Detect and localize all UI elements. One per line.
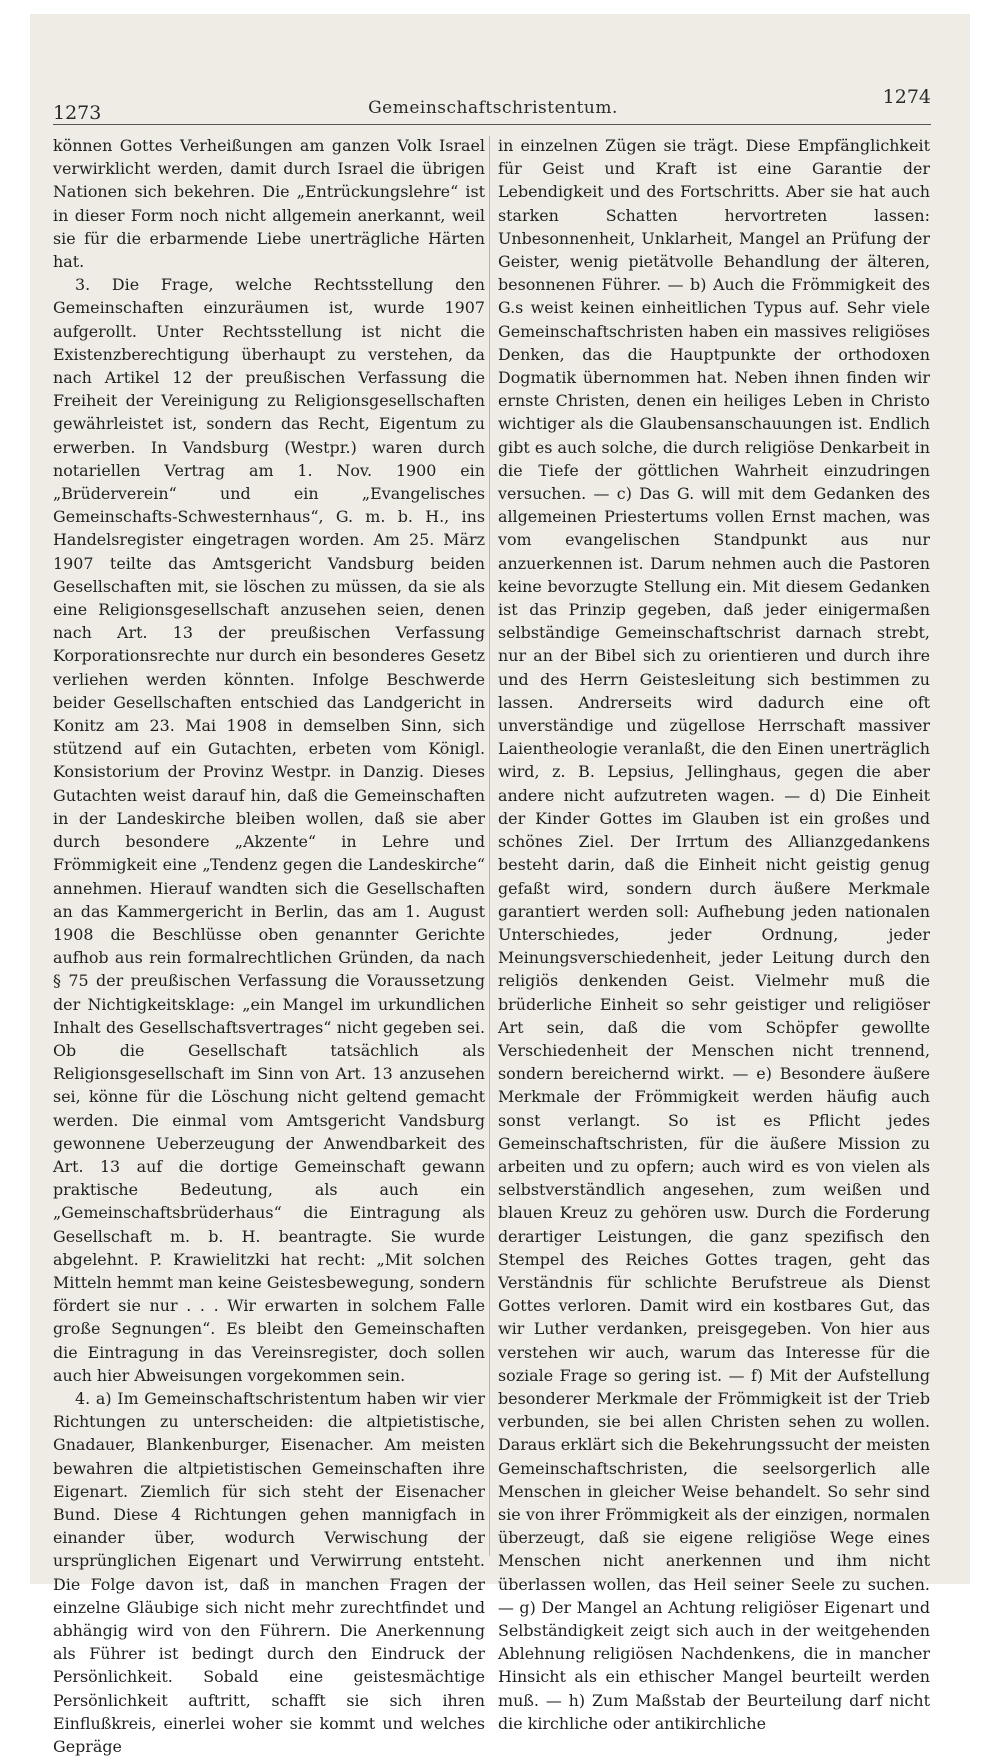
right-column: [498, 134, 930, 1735]
left-page-number: 1273: [53, 102, 102, 124]
paragraph: 4. a) Im Gemeinschaftschristentum haben wir vier Richtungen zu unterscheiden: die altpietistische, Gnadauer, Blankenburger, Eisenacher. Am meisten bewahren die altpietistischen Gemeinschaften ihre Eigenart. Ziemlich für sich steht der Eisenacher Bund. Diese 4 Richtungen gehen mannigfach in einander über, wodurch Verwischung der ursprünglichen Eigenart und Verwirrung entsteht. Die Folge davon ist, daß in manchen Fragen der einzelne Gläubige sich nicht mehr zurechtfindet und abhängig wird von den Führern. Die Anerkennung als Führer ist bedingt durch den Eindruck der Persönlichkeit. Sobald eine geistesmächtige Persönlichkeit auftritt, schafft sie sich ihren Einflußkreis, einerlei woher sie kommt und welches Gepräge: [53, 1388, 485, 1757]
header-rule: [53, 124, 931, 125]
paragraph: 3. Die Frage, welche Rechtsstellung den Gemeinschaften einzuräumen ist, wurde 1907 aufgerollt. Unter Rechtsstellung ist nicht die Existenzberechtigung überhaupt zu verstehen, da nach Artikel 12 der preußischen Verfassung die Freiheit der Vereinigung zu Religionsgesellschaften gewährleistet ist, sondern das Recht, Eigentum zu erwerben. In Vandsburg (Westpr.) waren durch notariellen Vertrag am 1. Nov. 1900 ein „Brüderverein“ und ein „Evangelisches Gemeinschafts-Schwesternhaus“, G. m. b. H., ins Handelsregister eingetragen worden. Am 25. März 1907 teilte das Amtsgericht Vandsburg beiden Gesellschaften mit, sie löschen zu müssen, da sie als eine Religionsgesellschaft anzusehen seien, denen nach Art. 13 der preußischen Verfassung Korporationsrechte nur durch ein besonderes Gesetz verliehen werden könnten. Infolge Beschwerde beider Gesellschaften entschied das Landgericht in Konitz am 23. Mai 1908 in demselben Sinn, sich stützend auf ein Gutachten, erbeten vom Königl. Konsistorium der Provinz Westpr. in Danzig. Dieses Gutachten weist darauf hin, daß die Gemeinschaften in der Landeskirche bleiben wollen, daß sie aber durch besondere „Akzente“ in Lehre und Frömmigkeit eine „Tendenz gegen die Landeskirche“ annehmen. Hierauf wandten sich die Gesellschaften an das Kammergericht in Berlin, das am 1. August 1908 die Beschlüsse oben genannter Gerichte aufhob aus rein formalrechtlichen Gründen, da nach § 75 der preußischen Verfassung die Voraussetzung der Nichtigkeitsklage: „ein Mangel im urkundlichen Inhalt des Gesellschaftsvertrages“ nicht gegeben sei. Ob die Gesellschaft tatsächlich als Religionsgesellschaft im Sinn von Art. 13 anzusehen sei, könne für die Löschung nicht geltend gemacht werden. Die einmal vom Amtsgericht Vandsburg gewonnene Ueberzeugung der Anwendbarkeit des Art. 13 auf die dortige Gemeinschaft gewann praktische Bedeutung, als auch ein „Gemeinschaftsbrüderhaus“ die Eintragung als Gesellschaft m. b. H. beantragte. Sie wurde abgelehnt. P. Krawielitzki hat recht: „Mit solchen Mitteln hemmt man keine Geistesbewegung, sondern fördert sie nur . . . Wir erwarten in solchem Falle große Segnungen“. Es bleibt den Gemeinschaften die Eintragung in das Vereinsregister, doch sollen auch hier Abweisungen vorgekommen sein.: [53, 275, 485, 1385]
column-divider: [489, 136, 490, 1556]
right-page-number: 1274: [882, 86, 931, 108]
scanned-page: [30, 14, 970, 1757]
page-header: [53, 82, 931, 122]
running-title: Gemeinschaftschristentum.: [368, 98, 618, 118]
paragraph: in einzelnen Zügen sie trägt. Diese Empfänglichkeit für Geist und Kraft ist eine Garantie der Lebendigkeit und des Fortschritts. Aber sie hat auch starken Schatten hervortreten lassen: Unbesonnenheit, Unklarheit, Mangel an Prüfung der Geister, wenig pietätvolle Behandlung der älteren, besonnenen Führer. — b) Auch die Frömmigkeit des G.s weist keinen einheitlichen Typus auf. Sehr viele Gemeinschaftschristen haben ein massives religiöses Denken, das die Hauptpunkte der orthodoxen Dogmatik übernommen hat. Neben ihnen finden wir ernste Christen, denen ein heiliges Leben in Christo wichtiger als die Glaubensanschauungen ist. Endlich gibt es auch solche, die durch religiöse Denkarbeit in die Tiefe der göttlichen Wahrheit einzudringen versuchen. — c) Das G. will mit dem Gedanken des allgemeinen Priestertums vollen Ernst machen, was vom evangelischen Standpunkt aus nur anzuerkennen ist. Darum nehmen auch die Pastoren keine bevorzugte Stellung ein. Mit diesem Gedanken ist das Prinzip gegeben, daß jeder einigermaßen selbständige Gemeinschaftschrist darnach strebt, nur an der Bibel sich zu orientieren und durch ihre und des Herrn Geistesleitung sich bestimmen zu lassen. Andrerseits wird dadurch eine oft unverständige und zügellose Herrschaft massiver Laientheologie veranlaßt, die den Einen unerträglich wird, z. B. Lepsius, Jellinghaus, gegen die aber andere nicht aufzutreten wagen. — d) Die Einheit der Kinder Gottes im Glauben ist ein großes und schönes Ziel. Der Irrtum des Allianzgedankens besteht darin, daß die Einheit nicht geistig genug gefaßt wird, sondern durch äußere Merkmale garantiert werden soll: Aufhebung jeden nationalen Unterschiedes, jeder Ordnung, jeder Meinungsverschiedenheit, jeder Leitung durch den religiös denkenden Geist. Vielmehr muß die brüderliche Einheit so sehr geistiger und religiöser Art sein, daß die vom Schöpfer gewollte Verschiedenheit der Menschen nicht trennend, sondern bereichernd wirkt. — e) Besondere äußere Merkmale der Frömmigkeit werden häufig auch sonst verlangt. So ist es Pflicht jedes Gemeinschaftschristen, für die äußere Mission zu arbeiten und zu opfern; auch wird es von vielen als selbstverständlich angesehen, zum weißen und blauen Kreuz zu gehören usw. Durch die Forderung derartiger Leistungen, die ganz spezifisch den Stempel des Reiches Gottes tragen, geht das Verständnis für schlichte Berufstreue als Dienst Gottes verloren. Damit wird ein kostbares Gut, das wir Luther verdanken, preisgegeben. Von hier aus verstehen wir auch, warum das Interesse für die soziale Frage so gering ist. — f) Mit der Aufstellung besonderer Merkmale der Frömmigkeit ist der Trieb verbunden, sie bei allen Christen sehen zu wollen. Daraus erklärt sich die Bekehrungssucht der meisten Gemeinschaftschristen, die seelsorgerlich alle Menschen in gleicher Weise behandelt. So sehr sind sie von ihrer Frömmigkeit als der einzigen, normalen überzeugt, daß sie eigene religiöse Wege eines Menschen nicht anerkennen und ihm nicht überlassen wollen, das Heil seiner Seele zu suchen. — g) Der Mangel an Achtung religiöser Eigenart und Selbständigkeit zeigt sich auch in der weitgehenden Ablehnung religiösen Nachdenkens, die in mancher Hinsicht als ein ethischer Mangel beurteilt werden muß. — h) Zum Maßstab der Beurteilung darf nicht die kirchliche oder antikirchliche: [498, 136, 930, 1733]
paragraph: können Gottes Verheißungen am ganzen Volk Israel verwirklicht werden, damit durch Israel die übrigen Nationen sich bekehren. Die „Entrückungslehre“ ist in dieser Form noch nicht allgemein anerkannt, weil sie für die erbarmende Liebe unerträgliche Härten hat.: [53, 136, 485, 272]
left-column: [53, 134, 485, 1758]
